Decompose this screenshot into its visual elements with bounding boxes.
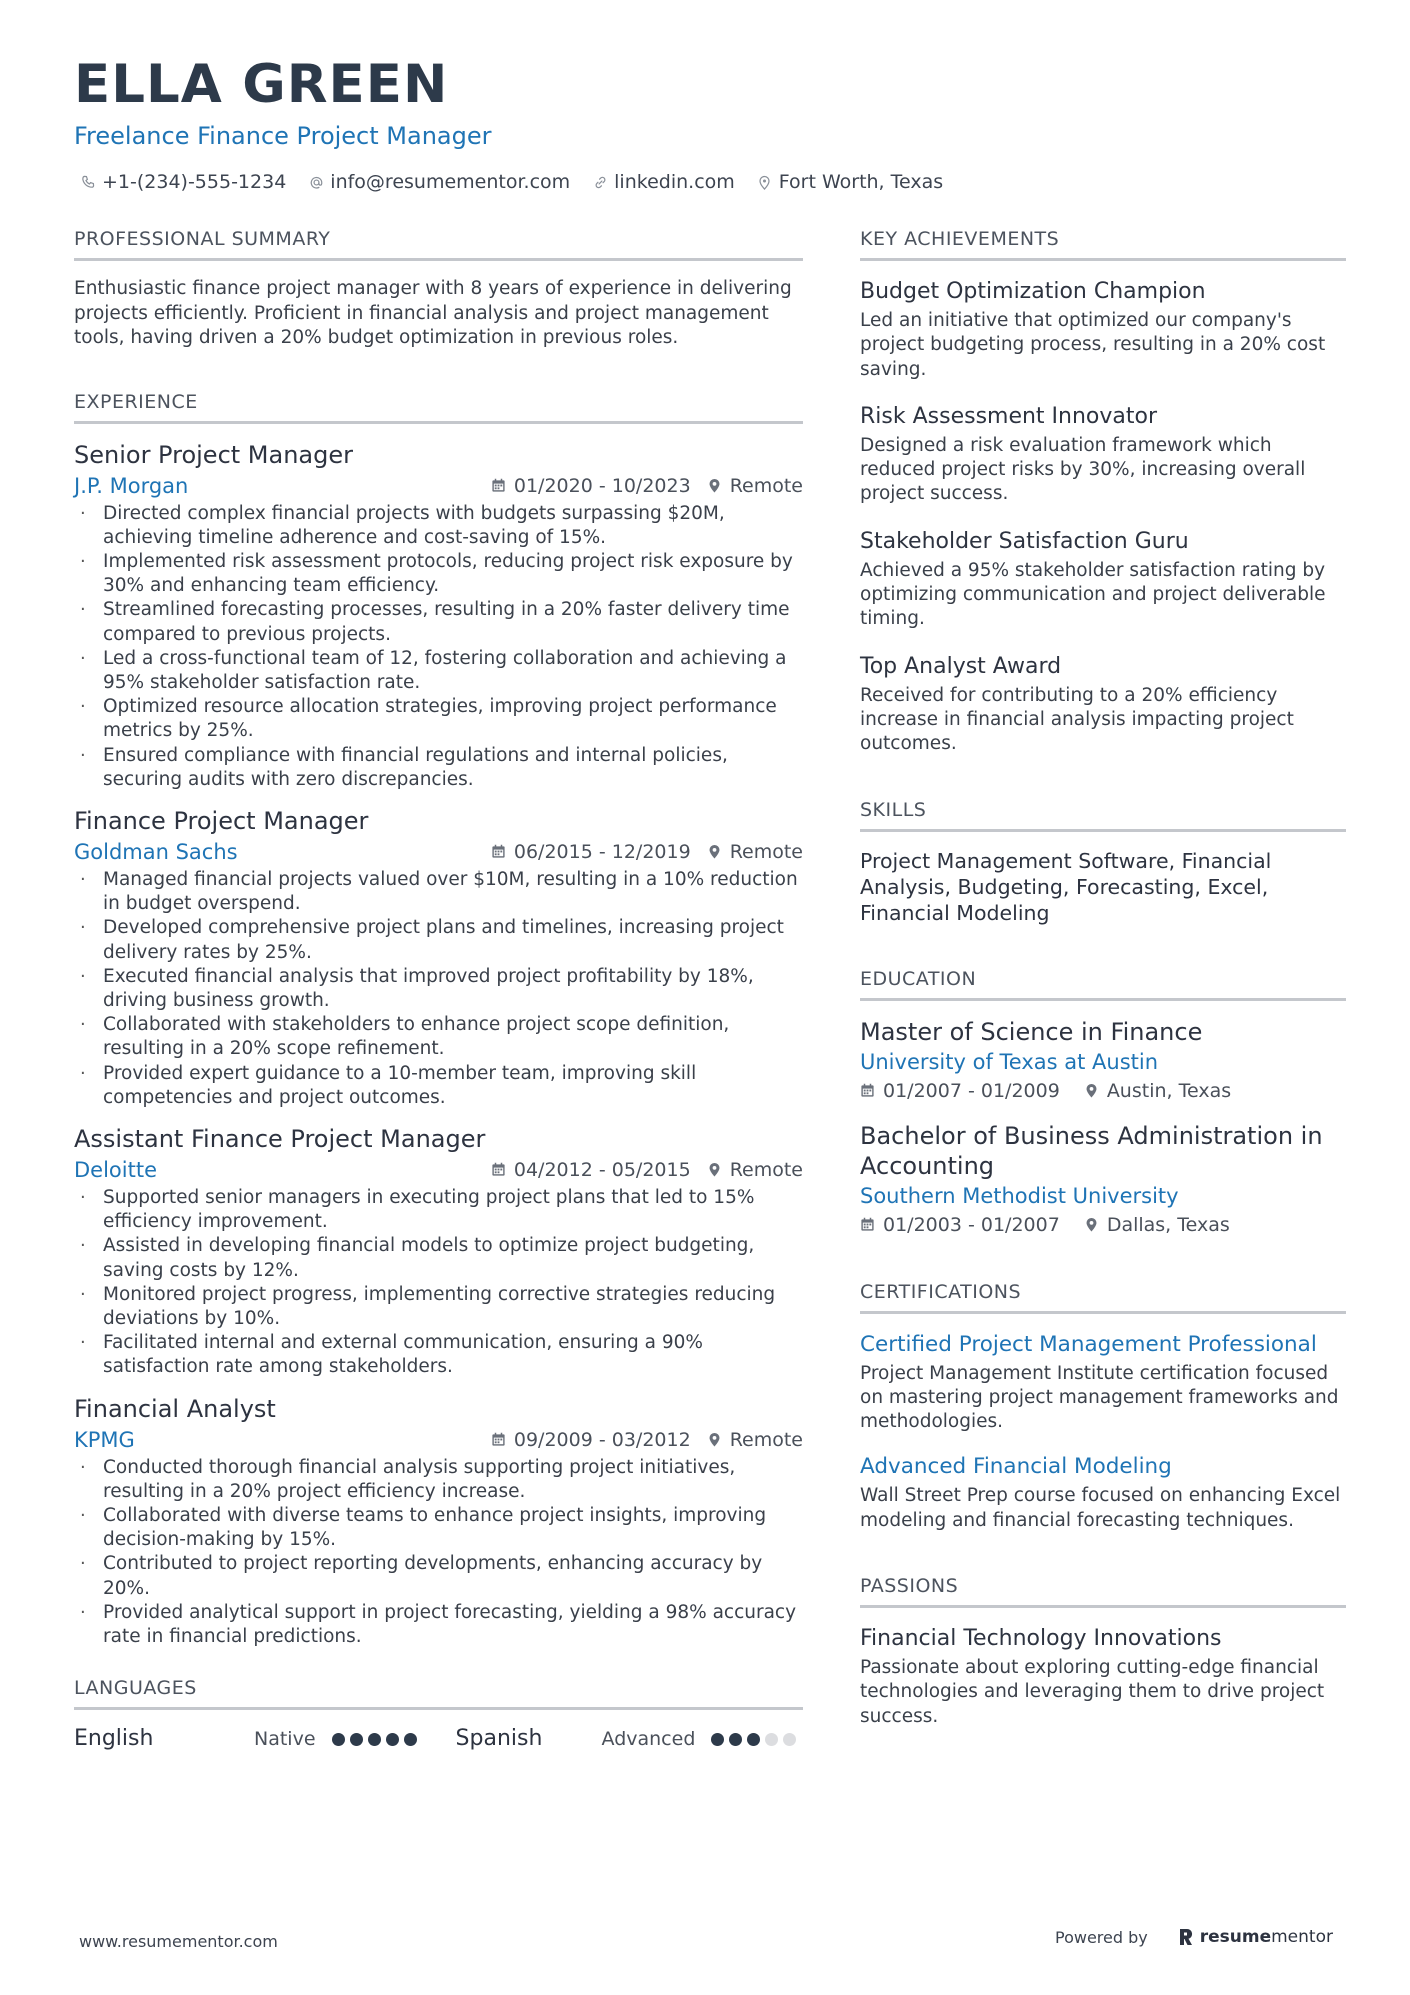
education-dates: 01/2003 - 01/2007 (883, 1213, 1060, 1236)
job-dates: 01/2020 - 10/2023 (513, 474, 691, 497)
rating-dot-empty (765, 1733, 778, 1746)
language-name: English (74, 1726, 154, 1752)
location-pin-icon (757, 174, 773, 190)
achievement-text: Received for contributing to a 20% efficiency increase in financial analysis impacting project outcomes. (860, 684, 1294, 755)
achievement-item (860, 652, 1346, 757)
achievement-text: Designed a risk evaluation framework which reduced project risks by 30%, increasing overall project success. (860, 434, 1306, 505)
left-column (74, 226, 803, 1754)
certification-title[interactable]: Advanced Financial Modeling (860, 1454, 1172, 1480)
company-name[interactable]: Goldman Sachs (74, 839, 238, 864)
calendar-icon (860, 1083, 875, 1098)
education-item (860, 1017, 1346, 1105)
rating-dot-filled (386, 1733, 399, 1746)
calendar-icon (491, 1162, 506, 1177)
rating-dot-filled (368, 1733, 381, 1746)
contact-location (757, 169, 943, 195)
contact-bar (80, 169, 943, 195)
job-bullet: · Optimized resource allocation strategies, improving project performance metrics by 25%. (74, 695, 803, 743)
brand-name-strong: resume (1199, 1927, 1272, 1947)
candidate-name: ELLA GREEN (74, 54, 449, 115)
location-pin-icon (707, 1162, 722, 1177)
brand-logo[interactable] (1178, 1927, 1333, 1947)
experience-heading: EXPERIENCE (74, 389, 803, 424)
job-entry (74, 440, 803, 792)
resumementor-logo-icon (1178, 1928, 1194, 1946)
language-rating (711, 1733, 796, 1746)
job-location: Remote (729, 474, 803, 497)
languages-heading: LANGUAGES (74, 1675, 803, 1710)
job-dates: 04/2012 - 05/2015 (513, 1158, 691, 1181)
job-bullet: · Ensured compliance with financial regulations and internal policies, securing audits with zero discrepancies. (74, 744, 803, 792)
achievement-text: Led an initiative that optimized our company's project budgeting process, resulting in a 20% cost saving. (860, 310, 1326, 380)
job-entry (74, 1394, 803, 1650)
job-title: Assistant Finance Project Manager (74, 1124, 486, 1153)
job-dates: 09/2009 - 03/2012 (513, 1428, 691, 1451)
passion-text: Passionate about exploring cutting-edge financial technologies and leveraging them to drive project success. (860, 1657, 1325, 1727)
rating-dot-filled (711, 1733, 724, 1746)
education-dates: 01/2007 - 01/2009 (883, 1079, 1060, 1102)
certification-text: Project Management Institute certification focused on mastering project management frameworks and methodologies. (860, 1362, 1339, 1433)
job-bullet: · Streamlined forecasting processes, resulting in a 20% faster delivery time compared to previous projects. (74, 598, 803, 646)
calendar-icon (491, 844, 506, 859)
contact-phone-text: +1-(234)-555-1234 (102, 171, 287, 193)
job-bullet: · Conducted thorough financial analysis supporting project initiatives, resulting in a 20% project efficiency increase. (74, 1456, 803, 1504)
rating-dot-filled (332, 1733, 345, 1746)
job-entry (74, 806, 803, 1110)
rating-dot-empty (783, 1733, 796, 1746)
skills-heading: SKILLS (860, 797, 1346, 832)
rating-dot-filled (404, 1733, 417, 1746)
job-bullet: · Facilitated internal and external communication, ensuring a 90% satisfaction rate among stakeholders. (74, 1331, 803, 1379)
achievement-item (860, 527, 1346, 632)
job-bullet: · Contributed to project reporting developments, enhancing accuracy by 20%. (74, 1552, 803, 1600)
achievement-title: Risk Assessment Innovator (860, 403, 1158, 429)
job-bullet: · Developed comprehensive project plans and timelines, increasing project delivery rates by 25%. (74, 916, 803, 964)
education-heading: EDUCATION (860, 966, 1346, 1001)
contact-linkedin-text: linkedin.com (614, 171, 735, 193)
achievement-title: Stakeholder Satisfaction Guru (860, 528, 1189, 554)
calendar-icon (491, 478, 506, 493)
achievements-heading: KEY ACHIEVEMENTS (860, 226, 1346, 261)
contact-email-text: info@resumementor.com (330, 171, 571, 193)
rating-dot-filled (729, 1733, 742, 1746)
achievement-title: Budget Optimization Champion (860, 279, 1206, 304)
certification-text: Wall Street Prep course focused on enhancing Excel modeling and financial forecasting techniques. (860, 1485, 1341, 1531)
location-pin-icon (707, 1432, 722, 1447)
job-bullet: · Provided analytical support in project forecasting, yielding a 98% accuracy rate in financial predictions. (74, 1601, 803, 1649)
summary-text: Enthusiastic finance project manager with 8 years of experience in delivering projects efficiently. Proficient in financial analysis and project management tools, having driven a 20% budget optimization in previous roles. (74, 278, 792, 348)
company-name[interactable]: J.P. Morgan (74, 473, 189, 498)
job-location: Remote (729, 1158, 803, 1181)
certification-title[interactable]: Certified Project Management Professional (860, 1331, 1317, 1357)
at-icon (308, 174, 324, 190)
languages-row (74, 1724, 803, 1754)
calendar-icon (491, 1432, 506, 1447)
brand-name-rest: mentor (1271, 1927, 1333, 1947)
rating-dot-filled (350, 1733, 363, 1746)
education-location: Dallas, Texas (1106, 1213, 1230, 1236)
certifications-heading: CERTIFICATIONS (860, 1279, 1346, 1314)
link-icon (592, 174, 608, 190)
job-title: Finance Project Manager (74, 806, 369, 835)
footer-website[interactable]: www.resumementor.com (79, 1932, 278, 1951)
passion-title: Financial Technology Innovations (860, 1626, 1222, 1652)
job-bullet: · Collaborated with stakeholders to enhance project scope definition, resulting in a 20% scope refinement. (74, 1013, 803, 1061)
contact-location-text: Fort Worth, Texas (778, 171, 944, 193)
job-bullets (74, 868, 803, 1110)
job-bullet: · Implemented risk assessment protocols, reducing project risk exposure by 30% and enhancing team efficiency. (74, 550, 803, 598)
language-level: Advanced (601, 1728, 696, 1751)
job-bullet: · Monitored project progress, implementing corrective strategies reducing deviations by 10%. (74, 1283, 803, 1331)
contact-email[interactable] (308, 169, 570, 195)
education-location: Austin, Texas (1106, 1079, 1232, 1102)
certification-item (860, 1330, 1346, 1435)
education-school[interactable]: University of Texas at Austin (860, 1049, 1159, 1074)
education-degree: Bachelor of Business Administration in Accounting (860, 1121, 1323, 1180)
job-bullet: · Managed financial projects valued over $10M, resulting in a 10% reduction in budget overspend. (74, 868, 803, 916)
job-bullets (74, 1186, 803, 1380)
job-bullet: · Executed financial analysis that improved project profitability by 18%, driving business growth. (74, 965, 803, 1013)
achievement-title: Top Analyst Award (860, 653, 1062, 679)
contact-linkedin[interactable] (592, 169, 735, 195)
job-bullets (74, 1456, 803, 1650)
company-name[interactable]: KPMG (74, 1427, 135, 1452)
summary-heading: PROFESSIONAL SUMMARY (74, 226, 803, 261)
job-bullet: · Collaborated with diverse teams to enhance project insights, improving decision-making by 15%. (74, 1504, 803, 1552)
language-name: Spanish (455, 1726, 543, 1752)
job-bullet: · Provided expert guidance to a 10-member team, improving skill competencies and project outcomes. (74, 1062, 803, 1110)
job-bullet: · Supported senior managers in executing project plans that led to 15% efficiency improvement. (74, 1186, 803, 1234)
footer-branding (1055, 1927, 1333, 1947)
job-bullets (74, 502, 803, 792)
job-title: Financial Analyst (74, 1394, 276, 1423)
right-column (860, 226, 1346, 1749)
rating-dot-filled (747, 1733, 760, 1746)
candidate-title: Freelance Finance Project Manager (74, 122, 492, 150)
location-pin-icon (707, 478, 722, 493)
achievement-item (860, 402, 1346, 507)
job-location: Remote (729, 840, 803, 863)
calendar-icon (860, 1217, 875, 1232)
passions-heading: PASSIONS (860, 1573, 1346, 1608)
education-school[interactable]: Southern Methodist University (860, 1183, 1179, 1208)
job-location: Remote (729, 1428, 803, 1451)
job-bullet: · Directed complex financial projects with budgets surpassing $20M, achieving timeline adherence and cost-saving of 15%. (74, 502, 803, 550)
contact-phone[interactable] (80, 169, 286, 195)
job-dates: 06/2015 - 12/2019 (513, 840, 691, 863)
location-pin-icon (1084, 1217, 1099, 1232)
job-title: Senior Project Manager (74, 440, 353, 469)
location-pin-icon (707, 844, 722, 859)
language-rating (332, 1733, 456, 1746)
language-level: Native (254, 1728, 316, 1751)
achievement-text: Achieved a 95% stakeholder satisfaction rating by optimizing communication and project deliverable timing. (860, 559, 1326, 630)
job-bullet: · Assisted in developing financial models to optimize project budgeting, saving costs by 12%. (74, 1234, 803, 1282)
achievement-item (860, 277, 1346, 382)
phone-icon (80, 174, 96, 190)
passion-item (860, 1624, 1346, 1729)
job-entry (74, 1124, 803, 1380)
job-bullet: · Led a cross-functional team of 12, fostering collaboration and achieving a 95% stakeholder satisfaction rate. (74, 647, 803, 695)
education-degree: Master of Science in Finance (860, 1017, 1203, 1046)
education-item (860, 1121, 1346, 1239)
certification-item (860, 1452, 1346, 1533)
company-name[interactable]: Deloitte (74, 1157, 157, 1182)
location-pin-icon (1084, 1083, 1099, 1098)
powered-by-label: Powered by (1055, 1927, 1148, 1947)
skills-text: Project Management Software, Financial Analysis, Budgeting, Forecasting, Excel, Financial Modeling (860, 848, 1272, 925)
